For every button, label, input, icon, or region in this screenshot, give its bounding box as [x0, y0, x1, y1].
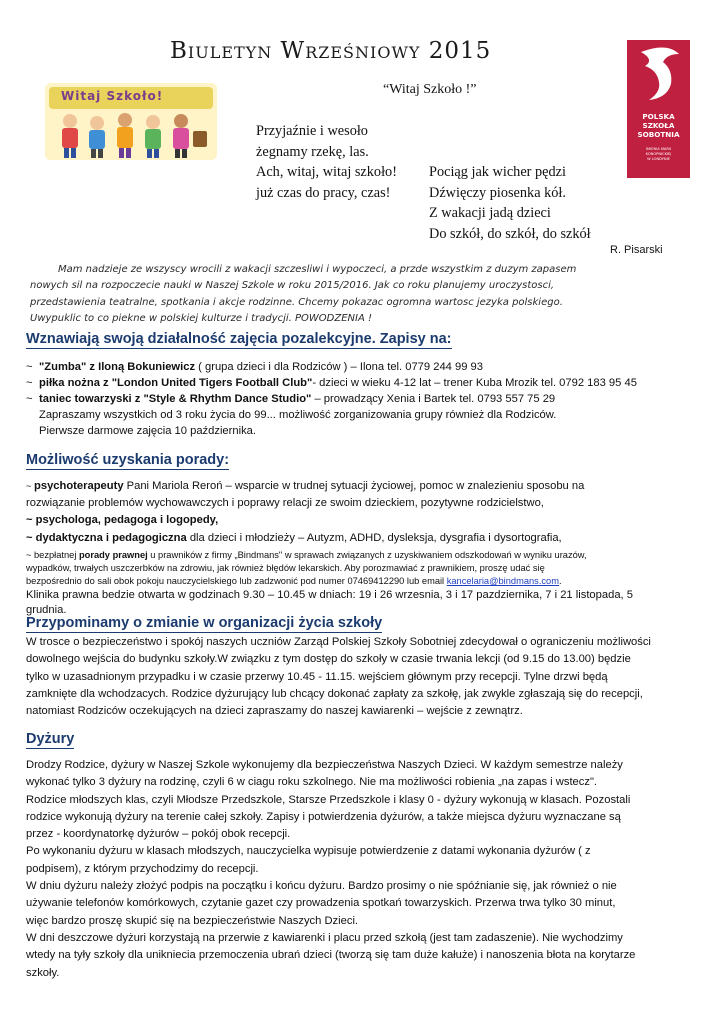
logo-line: POLSKA	[642, 112, 675, 121]
poem-line: Z wakacji jadą dzieci	[429, 205, 551, 221]
safety-heading: Przypominamy o zmianie w organizacji życia szkoły	[26, 615, 383, 631]
legal-text: ~ bezpłatnej	[26, 549, 79, 560]
legal-text: .	[558, 576, 562, 587]
duty-line: W dni deszczowe dyżuri korzystają na przerwie z kawiarenki i placu przed szkołą (jest tam zadaszenie). Nie wychodzimy	[26, 931, 623, 944]
legal-advice	[26, 549, 696, 589]
activities-note: Pierwsze darmowe zajęcia 10 października.	[39, 425, 257, 437]
activity-details: - dzieci w wieku 4-12 lat – trener Kuba Mrozik tel. 0792 183 95 45	[312, 377, 637, 389]
poem-line: żegnamy rzekę, las.	[256, 143, 369, 160]
legal-line	[26, 575, 696, 588]
bullet: ~	[26, 377, 33, 389]
safety-line: natomiast Rodziców oczekujących na dzieci zapraszamy do naszej kawiarenki – wejście z zewnątrz.	[26, 705, 523, 718]
welcome-line: Uwypuklic to co piekne w polskiej kulturze i tradycji. POWODZENIA !	[30, 312, 373, 324]
safety-line: dowolnego wejścia do budynku szkoły.W związku z tym dostęp do szkoły w czasie trwania lekcji (od 9.15 do 13.00) będzie	[26, 653, 631, 666]
duty-heading: Dyżury	[26, 731, 75, 747]
poem-stanza-right	[429, 162, 591, 244]
duty-line: używanie telefonów komórkowych, czytanie gazet czy prowadzenia spotkań towarzyskich. Przerwa trwa tylko 30 minut,	[26, 897, 616, 910]
activity-details: – prowadzący Xenia i Bartek tel. 0793 557 75 29	[311, 393, 556, 405]
bullet: ~	[26, 361, 33, 373]
bulletin-title: Biuletyn Wrześniowy 2015	[170, 38, 492, 64]
activities-list	[26, 359, 637, 439]
poem-line: Przyjaźnie i wesoło	[256, 123, 368, 139]
list-item	[26, 391, 637, 407]
advice-line: rozwiązanie problemów wychowawczych i poprawy relacji ze swoim dzieckiem, pozytywne rodzicielstwo,	[26, 497, 544, 510]
duty-line: więc bardzo proszę skupić się na bezpieczeństwie Naszych Dzieci.	[26, 914, 359, 927]
bullet: ~	[26, 393, 33, 405]
logo-line: SOBOTNIA	[637, 130, 680, 139]
legal-text: bezpośrednio do sali obok pokoju nauczycielskiego lub zadzwonić pod numer 07469412290 lub email	[26, 576, 447, 587]
activity-name: "Zumba" z Iloną Bokuniewicz	[39, 361, 196, 373]
advice-line: ~ psychoterapeuty Pani Mariola Reroń – wsparcie w trudnej sytuacji życiowej, pomoc w znalezieniu sposobu na	[26, 480, 585, 492]
logo-emblem-icon	[627, 40, 690, 110]
advice-bold: psychoterapeuty	[34, 480, 124, 492]
welcome-banner-illustration	[45, 83, 217, 160]
safety-line: tylko w uzasadnionym przypadku i w czasie przerwy 10.45 - 11.15. wejściem głównym przy recepcji. Tylne drzwi będą	[26, 670, 608, 683]
legal-bold: porady prawnej	[78, 549, 148, 560]
safety-paragraph	[26, 634, 700, 720]
activity-details: ( grupa dzieci i dla Rodziców ) – Ilona tel. 0779 244 99 93	[195, 361, 484, 373]
legal-line: wypadków, trwałych uszczerbków na zdrowiu, jak również błędów lekarskich. Aby porozmawiać z prawnikiem, proszę udać się	[26, 563, 545, 574]
advice-text: Pani Mariola Reroń – wsparcie w trudnej sytuacji życiowej, pomoc w znalezieniu sposobu na	[123, 480, 585, 492]
logo-subline: KONOPNICKIEJ	[645, 152, 672, 156]
poem-line: Do szkół, do szkół, do szkół	[429, 225, 591, 242]
list-item	[26, 359, 637, 375]
banner-label: Witaj Szkoło!	[61, 89, 164, 103]
duty-line: rodzice wykonują dyżury na terenie całej szkoły. Zapisy i potwierdzenia dyżurów, a także miejsca dyżuru wyznaczane są	[26, 810, 621, 823]
logo-text	[627, 112, 690, 139]
duty-line	[26, 965, 700, 982]
logo-subtext	[627, 147, 690, 162]
advice-bold: ~ dydaktyczna i pedagogiczna	[26, 531, 187, 544]
legal-line	[26, 549, 696, 562]
poem-line: Pociąg jak wicher pędzi	[429, 164, 566, 180]
poem-line: Dźwięczy piosenka kół.	[429, 184, 566, 201]
advice-line	[26, 530, 696, 547]
duty-line: Rodzice młodszych klas, czyli Młodsze Przedszkole, Starsze Przedszkole i klasy 0 - dyżury wykonują w klasach. Pozostali	[26, 793, 631, 806]
logo-subline: W LONDYNIE	[647, 157, 670, 161]
welcome-line: przedstawienia teatralne, spotkania i akcje rodzinne. Chcemy pokazac ogromna wartosc jezyka polskiego.	[30, 296, 563, 308]
poem-title: “Witaj Szkoło !”	[383, 82, 477, 97]
advice-section	[26, 478, 696, 617]
safety-line: W trosce o bezpieczeństwo i spokój naszych uczniów Zarząd Polskiej Szkoły Sobotniej zdecydował o ograniczeniu możliwości	[26, 636, 651, 648]
duty-line: przez - koordynatorkę dyżurów – pokój obok recepcji.	[26, 828, 291, 841]
duty-line: Drodzy Rodzice, dyżury w Naszej Szkole wykonujemy dla bezpieczeństwa Naszych Dzieci. W każdym semestrze należy	[26, 759, 623, 771]
activity-name: piłka nożna z "London United Tigers Football Club"	[39, 377, 313, 389]
advice-heading: Możliwość uzyskania porady:	[26, 452, 230, 468]
activities-note: Zapraszamy wszystkich od 3 roku życia do 99... możliwość zorganizowania grupy również dla Rodziców.	[39, 409, 557, 421]
school-logo	[627, 40, 690, 178]
safety-line: zamknięte dla wchodzacych. Rodzice dyżurujący lub chcący dokonać zapłaty za szkołę, jak zwykle zgłaszają się do recepcji,	[26, 687, 643, 700]
welcome-message	[30, 262, 690, 327]
clinic-hours	[26, 588, 696, 617]
duty-line: podpisem), z którym przychodzimy do recepcji.	[26, 862, 259, 875]
list-item	[26, 375, 637, 391]
email-link[interactable]: kancelaria@bindmans.com	[446, 576, 559, 587]
activities-heading: Wznawiają swoją działalność zajęcia pozalekcyjne. Zapisy na:	[26, 331, 452, 347]
clinic-hours-line: Klinika prawna bedzie otwarta w godzinach 9.30 – 10.45 w dniach: 19 i 26 wrzesnia, 3 i 17 pazdziernika, 7 i 21 listopada, 5	[26, 589, 633, 602]
advice-line	[26, 512, 696, 529]
activity-name: taniec towarzyski z "Style & Rhythm Dance Studio"	[39, 393, 312, 405]
poem-line: Ach, witaj, witaj szkoło!	[256, 164, 397, 180]
clinic-hours-line: grudnia.	[26, 603, 67, 616]
logo-subline: IMIENIA MARII	[645, 147, 672, 151]
welcome-line: Mam nadzieje ze wszyscy wrocili z wakacji szczesliwi i wypoczeci, a przde wszystkim z duzym zapasem	[58, 264, 577, 275]
advice-text: dla dzieci i młodzieży – Autyzm, ADHD, dysleksja, dysgrafia i dysortografia,	[186, 531, 562, 544]
poem-author: R. Pisarski	[610, 244, 663, 256]
advice-bold: ~ psychologa, pedagoga i logopedy,	[26, 514, 219, 527]
duty-paragraph	[26, 757, 700, 982]
legal-text: u prawników z firmy „Bindmans" w sprawach związanych z uzyskiwaniem odszkodowań w wyniku urazów,	[147, 549, 587, 560]
poem-line: już czas do pracy, czas!	[256, 184, 391, 201]
duty-line: wtedy na tyły szkoły dla unikniecia przemoczenia ubrań dzieci (tworzą się tam duże kałuże) i nanoszenia błota na korytarze	[26, 949, 636, 962]
duty-line: Po wykonaniu dyżuru w klasach młodszych, nauczycielka wypisuje potwierdzenie z datami wykonania dyżurów ( z	[26, 845, 591, 858]
poem-stanza-left	[256, 121, 397, 203]
duty-line: wykonać tylko 3 dyżury na rodzinę, czyli 6 w ciagu roku szkolnego. Nie ma możliwości robienia „na zapas i wstecz".	[26, 776, 598, 789]
welcome-line: nowych sil na rozpoczecie nauki w Naszej Szkole w roku 2015/2016. Jak co roku planujemy uroczystosci,	[30, 280, 555, 292]
duty-text: szkoły.	[26, 966, 60, 979]
duty-line: W dniu dyżuru należy złożyć podpis na początku i końcu dyżuru. Bardzo prosimy o nie spóźnianie się, jak również o nie	[26, 880, 617, 893]
logo-line: SZKOŁA	[642, 121, 675, 130]
